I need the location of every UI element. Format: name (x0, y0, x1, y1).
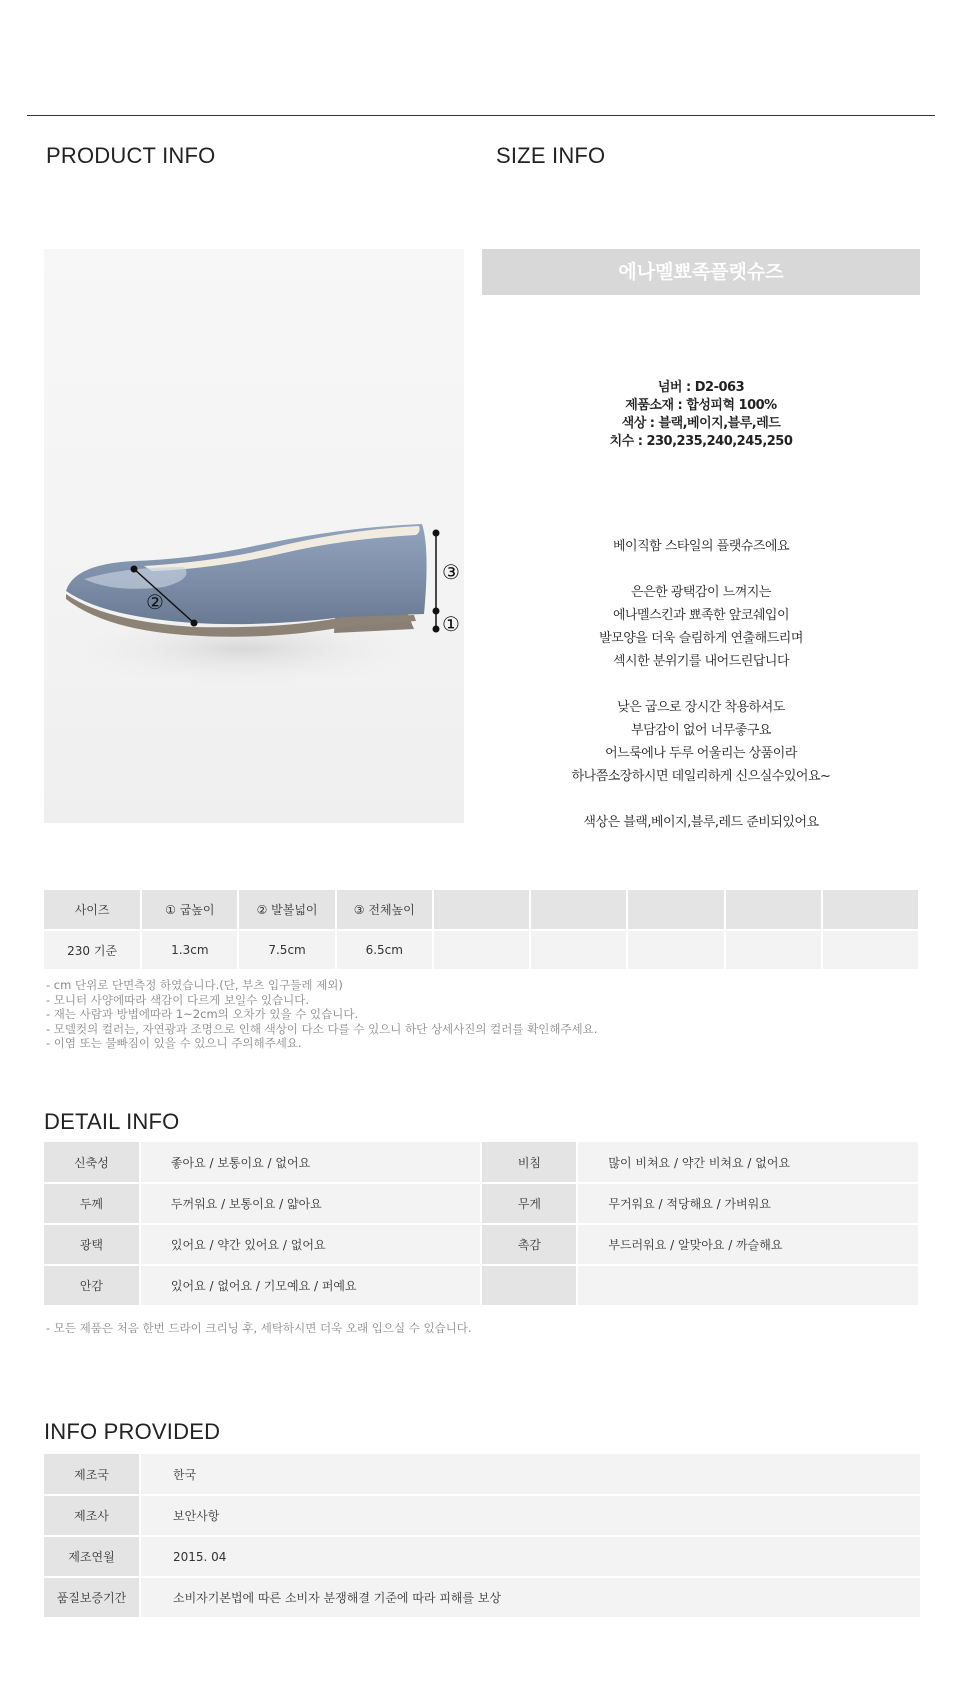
info-value: 보안사항 (140, 1495, 920, 1536)
detail-value: 있어요 / 없어요 / 기모예요 / 퍼예요 (140, 1265, 482, 1306)
info-value: 한국 (140, 1454, 920, 1495)
detail-row (44, 1183, 919, 1224)
detail-row (44, 1265, 919, 1306)
size-header-cell (725, 890, 822, 930)
description-line: 에나멜스킨과 뾰족한 앞코쉐입이 (612, 608, 790, 623)
description-line: 베이직함 스타일의 플랫슈즈에요 (612, 539, 790, 554)
detail-label: 촉감 (481, 1224, 577, 1265)
detail-label: 안감 (44, 1265, 140, 1306)
size-header-cell (627, 890, 724, 930)
detail-value (577, 1265, 919, 1306)
top-divider (27, 115, 935, 116)
size-header-cell (822, 890, 919, 930)
detail-value: 무거워요 / 적당해요 / 가벼워요 (577, 1183, 919, 1224)
product-description (482, 535, 920, 834)
size-header-cell: ① 굽높이 (141, 890, 238, 930)
info-table (44, 1454, 920, 1619)
size-notes (46, 978, 597, 1051)
description-line: 색상은 블랙,베이지,블루,레드 준비되있어요 (583, 815, 819, 830)
description-gap (482, 788, 920, 811)
detail-label (481, 1265, 577, 1306)
marker-1: ① (442, 612, 460, 636)
height-measure-point (433, 626, 440, 633)
info-value: 소비자기본법에 따른 소비자 분쟁해결 기준에 따라 피해를 보상 (140, 1577, 920, 1618)
info-label: 제조국 (44, 1454, 140, 1495)
spec-color: 색상 : 블랙,베이지,블루,레드 (621, 416, 781, 431)
detail-label: 광택 (44, 1224, 140, 1265)
size-header-cell (433, 890, 530, 930)
shoe-illustration (44, 249, 464, 823)
detail-info-heading: DETAIL INFO (44, 1109, 180, 1134)
product-info-heading: PRODUCT INFO (46, 143, 216, 168)
size-note: - 모델컷의 컬러는, 자연광과 조명으로 인해 색상이 다소 다를 수 있으니 하단 상세사진의 컬러를 확인해주세요. (46, 1021, 598, 1036)
size-cell (627, 930, 724, 970)
spec-size: 치수 : 230,235,240,245,250 (609, 434, 793, 449)
heel-measure-point (433, 608, 440, 615)
size-cell: 1.3cm (141, 930, 238, 970)
size-cell (822, 930, 919, 970)
info-label: 제조연월 (44, 1536, 140, 1577)
description-line: 은은한 광택감이 느껴지는 (631, 585, 771, 600)
spec-material: 제품소재 : 합성피혁 100% (625, 398, 777, 413)
info-row (44, 1577, 920, 1618)
detail-label: 신축성 (44, 1142, 140, 1183)
marker-3: ③ (442, 560, 460, 584)
size-table-header (44, 890, 919, 930)
size-note: - 재는 사람과 방법에따라 1~2cm의 오차가 있을 수 있습니다. (46, 1007, 359, 1021)
description-line: 섹시한 분위기를 내어드린답니다 (612, 654, 790, 669)
detail-value: 부드러워요 / 알맞아요 / 까슬해요 (577, 1224, 919, 1265)
size-cell: 230 기준 (44, 930, 141, 970)
detail-row (44, 1224, 919, 1265)
info-value: 2015. 04 (140, 1536, 920, 1577)
detail-label: 비침 (481, 1142, 577, 1183)
description-gap (482, 558, 920, 581)
size-info-heading: SIZE INFO (496, 143, 606, 168)
detail-row (44, 1142, 919, 1183)
spec-number: 넘버 : D2-063 (657, 380, 745, 395)
height-measure-point (433, 530, 440, 537)
size-header-cell (530, 890, 627, 930)
size-cell (530, 930, 627, 970)
detail-label: 무게 (481, 1183, 577, 1224)
product-image (44, 249, 464, 823)
detail-note: - 모든 제품은 처음 한번 드라이 크리닝 후, 세탁하시면 더욱 오래 입으실 수 있습니다. (46, 1321, 472, 1335)
size-table-row (44, 930, 919, 970)
info-row (44, 1454, 920, 1495)
info-row (44, 1536, 920, 1577)
info-provided-heading: INFO PROVIDED (44, 1419, 221, 1444)
marker-2: ② (146, 590, 164, 614)
detail-value: 많이 비쳐요 / 약간 비쳐요 / 없어요 (577, 1142, 919, 1183)
description-line: 어느룩에나 두루 어울리는 상품이라 (605, 746, 797, 761)
detail-value: 있어요 / 약간 있어요 / 없어요 (140, 1224, 482, 1265)
size-cell: 6.5cm (336, 930, 433, 970)
description-line: 부담감이 없어 너무좋구요 (631, 723, 771, 738)
info-label: 품질보증기간 (44, 1577, 140, 1618)
size-note: - 모니터 사양에따라 색감이 다르게 보일수 있습니다. (46, 992, 310, 1007)
width-measure-point (191, 620, 198, 627)
description-line: 발모양을 더욱 슬림하게 연출해드리며 (599, 631, 803, 646)
description-line: 하나쯤소장하시면 데일리하게 신으실수있어요~ (571, 769, 831, 784)
detail-value: 좋아요 / 보통이요 / 없어요 (140, 1142, 482, 1183)
size-header-cell: ③ 전체높이 (336, 890, 433, 930)
size-cell: 7.5cm (238, 930, 335, 970)
detail-label: 두께 (44, 1183, 140, 1224)
info-row (44, 1495, 920, 1536)
size-note: - 이염 또는 물빠짐이 있을 수 있으니 주의해주세요. (46, 1036, 302, 1050)
size-cell (725, 930, 822, 970)
size-header-cell: ② 발볼넓이 (238, 890, 335, 930)
product-specs (482, 379, 920, 451)
width-measure-point (131, 566, 138, 573)
product-name-banner: 에나멜뾰족플랫슈즈 (482, 249, 920, 295)
size-note: - cm 단위로 단면측정 하였습니다.(단, 부츠 입구둘레 제외) (46, 978, 343, 992)
description-line: 낮은 굽으로 장시간 착용하셔도 (617, 700, 785, 715)
size-cell (433, 930, 530, 970)
description-gap (482, 673, 920, 696)
size-table (44, 890, 920, 971)
info-label: 제조사 (44, 1495, 140, 1536)
size-header-cell: 사이즈 (44, 890, 141, 930)
detail-value: 두꺼워요 / 보통이요 / 얇아요 (140, 1183, 482, 1224)
detail-table (44, 1142, 920, 1307)
